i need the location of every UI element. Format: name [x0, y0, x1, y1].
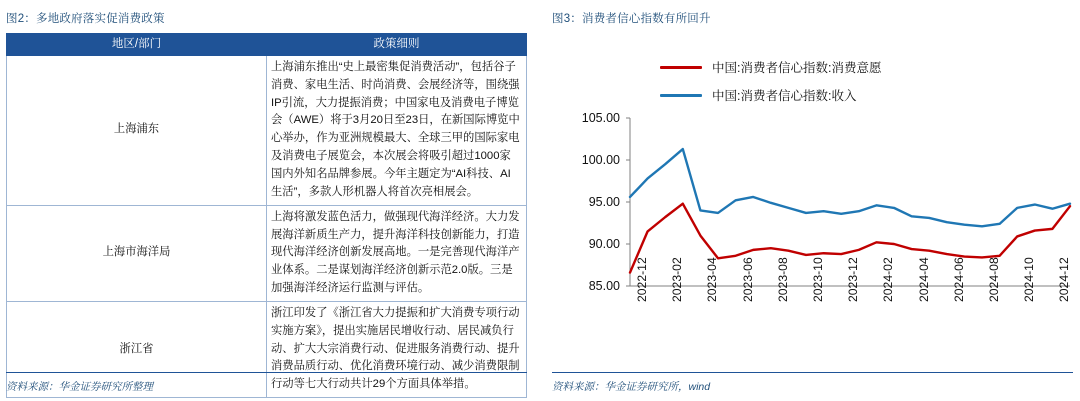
cell-detail: 上海浦东推出“史上最密集促消费活动”，包括谷子消费、家电生活、时尚消费、会展经济等，围绕强IP引流，大力提振消费；中国家电及消费电子博览会（AWE）将于3月20日至23日，在新国际博览中心举办，作为亚洲规模最大、全球三甲的国际家电及消费电子展览会，本次展会将吸引超过1000家国内外知名品牌参展。今年主题定为“AI科技、AI生活”，多款人形机器人将首次亮相展会。 [267, 55, 527, 205]
figure2-source: 资料来源：华金证券研究所整理 [6, 381, 153, 393]
x-tick-label: 2023-08 [775, 257, 790, 302]
cell-region: 浙江省 [7, 301, 267, 397]
table-row [7, 205, 527, 301]
figure3-source: 资料来源：华金证券研究所，wind [552, 381, 711, 393]
x-tick-label: 2023-10 [811, 257, 825, 302]
legend-item-series1 [660, 58, 881, 76]
x-tick-label: 2024-10 [1022, 257, 1037, 302]
policy-table-body [7, 55, 527, 397]
cell-detail: 上海将激发蓝色活力，做强现代海洋经济。大力发展海洋新质生产力，提升海洋科技创新能力，打造现代海洋经济创新发展高地。一是完善现代海洋产业体系。二是谋划海洋经济创新示范2.0版。三是加强海洋经济运行监测与评估。 [267, 205, 527, 301]
x-tick-label: 2024-04 [916, 257, 931, 302]
x-tick-label: 2023-12 [846, 257, 861, 302]
legend-label-series1: 中国:消费者信心指数:消费意愿 [712, 61, 882, 75]
legend-item-series2 [660, 86, 881, 104]
column-header-detail: 政策细则 [267, 34, 527, 56]
figure2-title: 图2：多地政府落实促消费政策 [6, 13, 165, 25]
x-axis-tick-labels [630, 257, 1072, 368]
consumer-confidence-chart [552, 30, 1073, 368]
legend-swatch-series2 [660, 94, 702, 97]
y-tick-label: 105.00 [581, 111, 620, 125]
x-tick-label: 2023-04 [705, 257, 720, 302]
chart-legend [660, 58, 881, 114]
column-header-region: 地区/部门 [7, 34, 267, 56]
right-source-divider [552, 372, 1073, 373]
policy-table [6, 33, 527, 398]
legend-label-series2: 中国:消费者信心指数:收入 [712, 89, 857, 103]
x-tick-label: 2023-02 [670, 257, 685, 302]
x-tick-label: 2024-02 [881, 257, 896, 302]
cell-region: 上海市海洋局 [7, 205, 267, 301]
policy-table-head [7, 34, 527, 56]
table-header-row [7, 34, 527, 56]
cell-region: 上海浦东 [7, 55, 267, 205]
x-tick-label: 2024-12 [1057, 257, 1072, 302]
cell-detail: 浙江印发了《浙江省大力提振和扩大消费专项行动实施方案》，提出实施居民增收行动、居民减负行动、扩大大宗消费行动、促进服务消费行动、提升消费品质行动、优化消费环境行动、减少消费限制行动等七大行动共计29个方面具体举措。 [267, 301, 527, 397]
x-tick-label: 2023-06 [740, 257, 755, 302]
y-tick-label: 95.00 [588, 195, 620, 209]
x-tick-label: 2024-06 [951, 257, 966, 302]
y-tick-label: 85.00 [588, 279, 620, 293]
figure3-title: 图3：消费者信心指数有所回升 [552, 13, 711, 25]
left-source-divider [6, 372, 527, 373]
x-tick-label: 2022-12 [635, 257, 649, 302]
legend-swatch-series1 [660, 66, 702, 69]
table-row [7, 55, 527, 205]
x-tick-label: 2024-08 [987, 257, 1001, 302]
y-tick-label: 90.00 [588, 237, 620, 251]
y-tick-label: 100.00 [581, 153, 620, 167]
